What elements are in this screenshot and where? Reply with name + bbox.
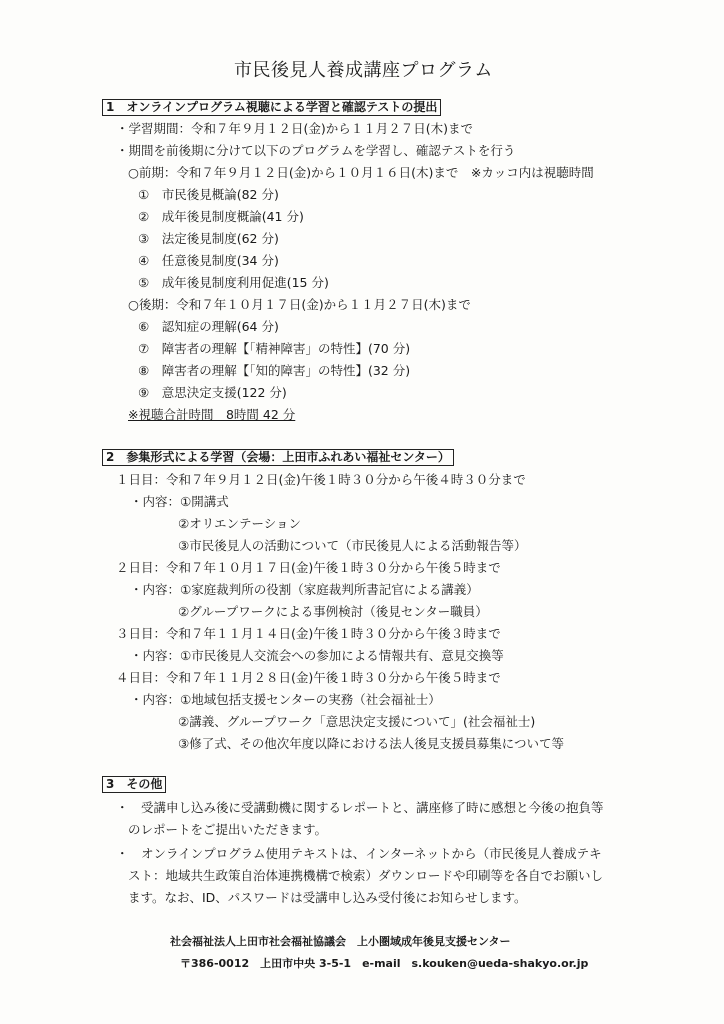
section-1-heading: 1 オンラインプログラム視聴による学習と確認テストの提出 [102, 99, 441, 116]
day-4-content: ②講義、グループワーク「意思決定支援について」(社会福祉士) [178, 714, 536, 729]
section-2-heading: 2 参集形式による学習（会場：上田市ふれあい福祉センター） [102, 449, 454, 466]
second-half-period: ○後期：令和７年１０月１７日(金)から１１月２７日(木)まで [128, 297, 471, 312]
list-item: ② 成年後見制度概論(41 分) [138, 209, 304, 224]
page-title: 市民後見人養成講座プログラム [234, 60, 493, 81]
other-note: ・ 受講申し込み後に受講動機に関するレポートと、講座修了時に感想と今後の抱負等 [116, 800, 604, 815]
list-item: ① 市民後見概論(82 分) [138, 187, 279, 202]
other-note: ます。なお、ID、パスワードは受講申し込み受付後にお知らせします。 [128, 890, 527, 905]
day-3-schedule: ３日目：令和７年１１月１４日(金)午後１時３０分から午後３時まで [116, 626, 501, 641]
day-1-content: ・内容：①開講式 [130, 494, 229, 509]
other-note: ・ オンラインプログラム使用テキストは、インターネットから（市民後見人養成テキ [116, 846, 602, 861]
day-2-content: ②グループワークによる事例検討（後見センター職員） [178, 604, 488, 619]
day-4-schedule: ４日目：令和７年１１月２８日(金)午後１時３０分から午後５時まで [116, 670, 501, 685]
list-item: ⑥ 認知症の理解(64 分) [138, 319, 279, 334]
day-4-content: ③修了式、その他次年度以降における法人後見支援員募集について等 [178, 736, 564, 751]
list-item: ⑤ 成年後見制度利用促進(15 分) [138, 275, 329, 290]
footer-organization: 社会福祉法人上田市社会福祉協議会 上小圏域成年後見支援センター [170, 935, 511, 948]
list-item: ⑨ 意思決定支援(122 分) [138, 385, 287, 400]
list-item: ③ 法定後見制度(62 分) [138, 231, 279, 246]
day-4-content: ・内容：①地域包括支援センターの実務（社会福祉士） [130, 692, 441, 707]
study-period: ・学習期間：令和７年９月１２日(金)から１１月２７日(木)まで [116, 121, 474, 136]
day-3-content: ・内容：①市民後見人交流会への参加による情報共有、意見交換等 [130, 648, 504, 663]
day-2-schedule: ２日目：令和７年１０月１７日(金)午後１時３０分から午後５時まで [116, 560, 501, 575]
other-note: のレポートをご提出いただきます。 [128, 822, 328, 837]
day-1-schedule: １日目：令和７年９月１２日(金)午後１時３０分から午後４時３０分まで [116, 472, 526, 487]
day-1-content: ③市民後見人の活動について（市民後見人による活動報告等） [178, 538, 527, 553]
other-note: スト：地域共生政策自治体連携機構で検索）ダウンロードや印刷等を各自でお願いし [128, 868, 604, 883]
study-note: ・期間を前後期に分けて以下のプログラムを学習し、確認テストを行う [116, 143, 516, 158]
first-half-period: ○前期：令和７年９月１２日(金)から１０月１６日(木)まで ※カッコ内は視聴時間 [128, 165, 594, 180]
footer-address: 〒386-0012 上田市中央 3-5-1 e-mail s.kouken@ueda-shakyo.or.jp [180, 957, 589, 970]
day-2-content: ・内容：①家庭裁判所の役割（家庭裁判所書記官による講義） [130, 582, 479, 597]
list-item: ⑦ 障害者の理解【「精神障害」の特性】(70 分) [138, 341, 411, 356]
total-viewing-time: ※視聴合計時間 8時間 42 分 [128, 407, 296, 422]
section-3-heading: 3 その他 [102, 776, 166, 793]
list-item: ④ 任意後見制度(34 分) [138, 253, 279, 268]
day-1-content: ②オリエンテーション [178, 516, 301, 531]
list-item: ⑧ 障害者の理解【「知的障害」の特性】(32 分) [138, 363, 411, 378]
